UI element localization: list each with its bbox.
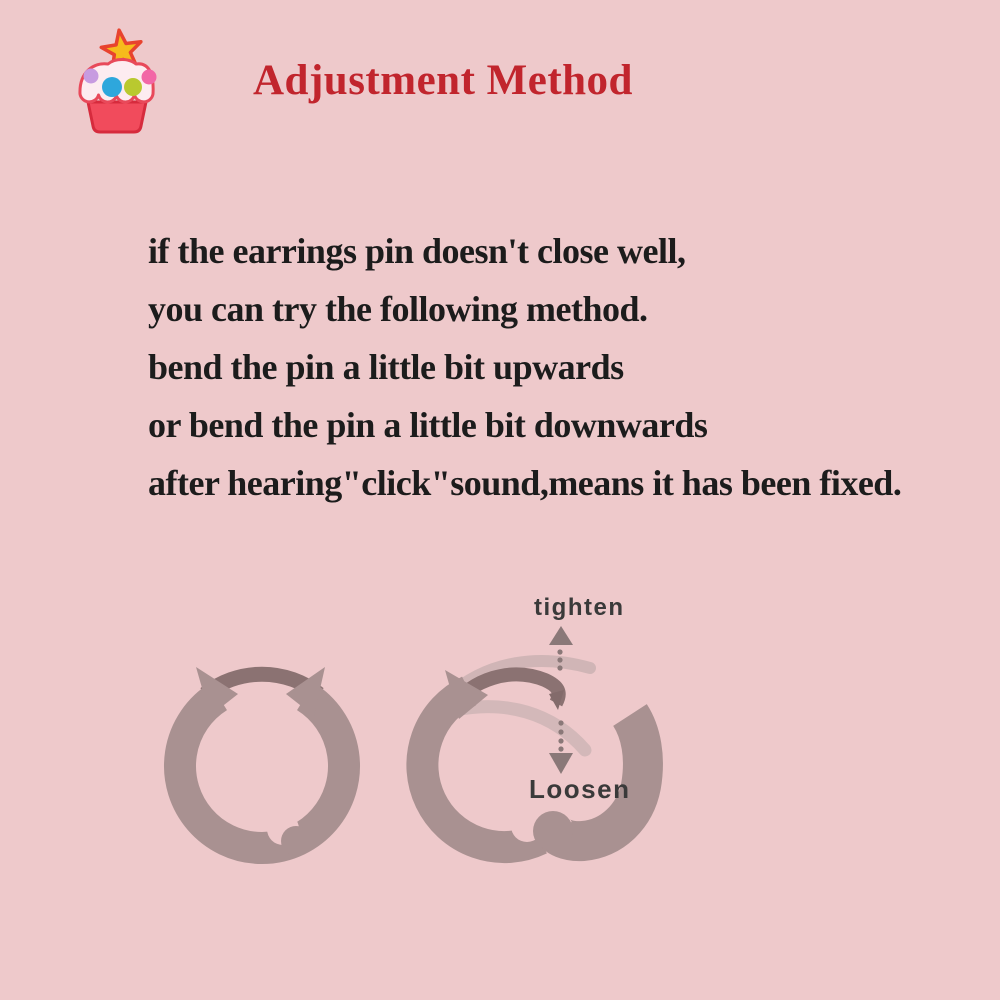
- dotted-line-dot: [558, 738, 563, 743]
- page-title: Adjustment Method: [253, 57, 633, 104]
- instruction-line: after hearing"click"sound,means it has been fixed.: [148, 463, 902, 503]
- hoop-rounded-end: [533, 811, 573, 851]
- tighten-loosen-indicator: [529, 594, 630, 804]
- arrow-up-icon: [549, 626, 573, 645]
- loosen-label: Loosen: [529, 774, 631, 804]
- dotted-line-dot: [558, 746, 563, 751]
- open-hoop-earring: [422, 661, 643, 851]
- hinge-cap: [281, 826, 311, 856]
- closed-hoop-earring: [180, 667, 344, 856]
- hoop-body: [180, 697, 344, 849]
- dotted-line-dot: [557, 657, 562, 662]
- dotted-line-dot: [558, 729, 563, 734]
- instruction-line: you can try the following method.: [148, 289, 648, 329]
- pin-motion-blur-lower: [455, 707, 585, 750]
- dotted-line-dot: [557, 665, 562, 670]
- instruction-line: if the earrings pin doesn't close well,: [148, 231, 686, 271]
- dotted-line-dot: [558, 720, 563, 725]
- tighten-label: tighten: [534, 594, 625, 621]
- instruction-line: or bend the pin a little bit downwards: [148, 405, 708, 445]
- arrow-down-icon: [549, 753, 573, 774]
- dotted-line-dot: [557, 649, 562, 654]
- instruction-line: bend the pin a little bit upwards: [148, 347, 624, 387]
